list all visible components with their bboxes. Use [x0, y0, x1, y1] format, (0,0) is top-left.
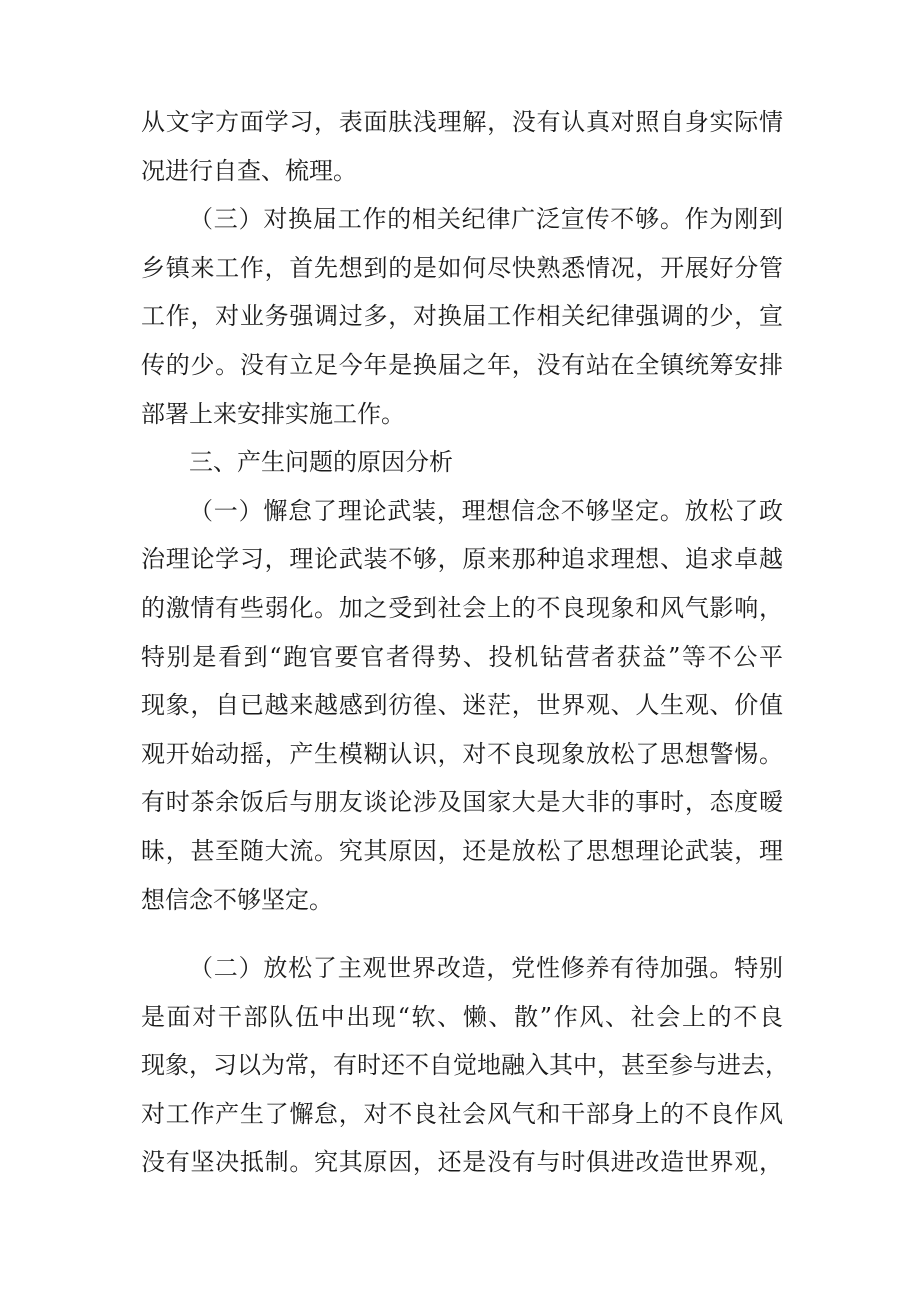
text-line: （二）放松了主观世界改造，党性修养有待加强。特别: [189, 954, 783, 983]
text-line: 传的少。没有立足今年是换届之年，没有站在全镇统筹安排: [141, 350, 783, 379]
text-line: 三、产生问题的原因分析: [189, 448, 453, 477]
text-line: 想信念不够坚定。: [141, 885, 333, 914]
text-line: 有时茶余饭后与朋友谈论涉及国家大是大非的事时，态度暧: [141, 788, 783, 817]
text-line: 是面对干部队伍中出现“软、懒、散”作风、社会上的不良: [141, 1002, 783, 1031]
text-line: 观开始动摇，产生模糊认识，对不良现象放松了思想警惕。: [141, 739, 783, 768]
text-line: （一）懈怠了理论武装，理想信念不够坚定。放松了政: [189, 496, 783, 525]
text-line: 的激情有些弱化。加之受到社会上的不良现象和风气影响，: [141, 593, 783, 622]
text-line: 从文字方面学习，表面肤浅理解，没有认真对照自身实际情: [141, 108, 783, 136]
text-line: 况进行自查、梳理。: [141, 156, 357, 185]
paragraph-gap: [141, 924, 783, 944]
text-line: （三）对换届工作的相关纪律广泛宣传不够。作为刚到: [189, 205, 783, 234]
text-line: 现象，自已越来越感到彷徨、迷茫，世界观、人生观、价值: [141, 691, 783, 720]
text-line: 对工作产生了懈怠，对不良社会风气和干部身上的不良作风: [141, 1099, 783, 1128]
text-line: 治理论学习，理论武装不够，原来那种追求理想、追求卓越: [141, 545, 783, 574]
text-line: 没有坚决抵制。究其原因，还是没有与时俱进改造世界观，: [141, 1148, 783, 1177]
text-line: 特别是看到“跑官要官者得势、投机钻营者获益”等不公平: [141, 642, 783, 671]
text-line: 现象，习以为常，有时还不自觉地融入其中，甚至参与进去，: [141, 1051, 789, 1080]
text-line: 昧，甚至随大流。究其原因，还是放松了思想理论武装，理: [141, 836, 783, 865]
document-body: [141, 98, 789, 1187]
text-line: 工作，对业务强调过多，对换届工作相关纪律强调的少，宣: [141, 302, 783, 331]
text-line: 乡镇来工作，首先想到的是如何尽快熟悉情况，开展好分管: [141, 253, 783, 282]
text-line: 部署上来安排实施工作。: [141, 399, 405, 428]
